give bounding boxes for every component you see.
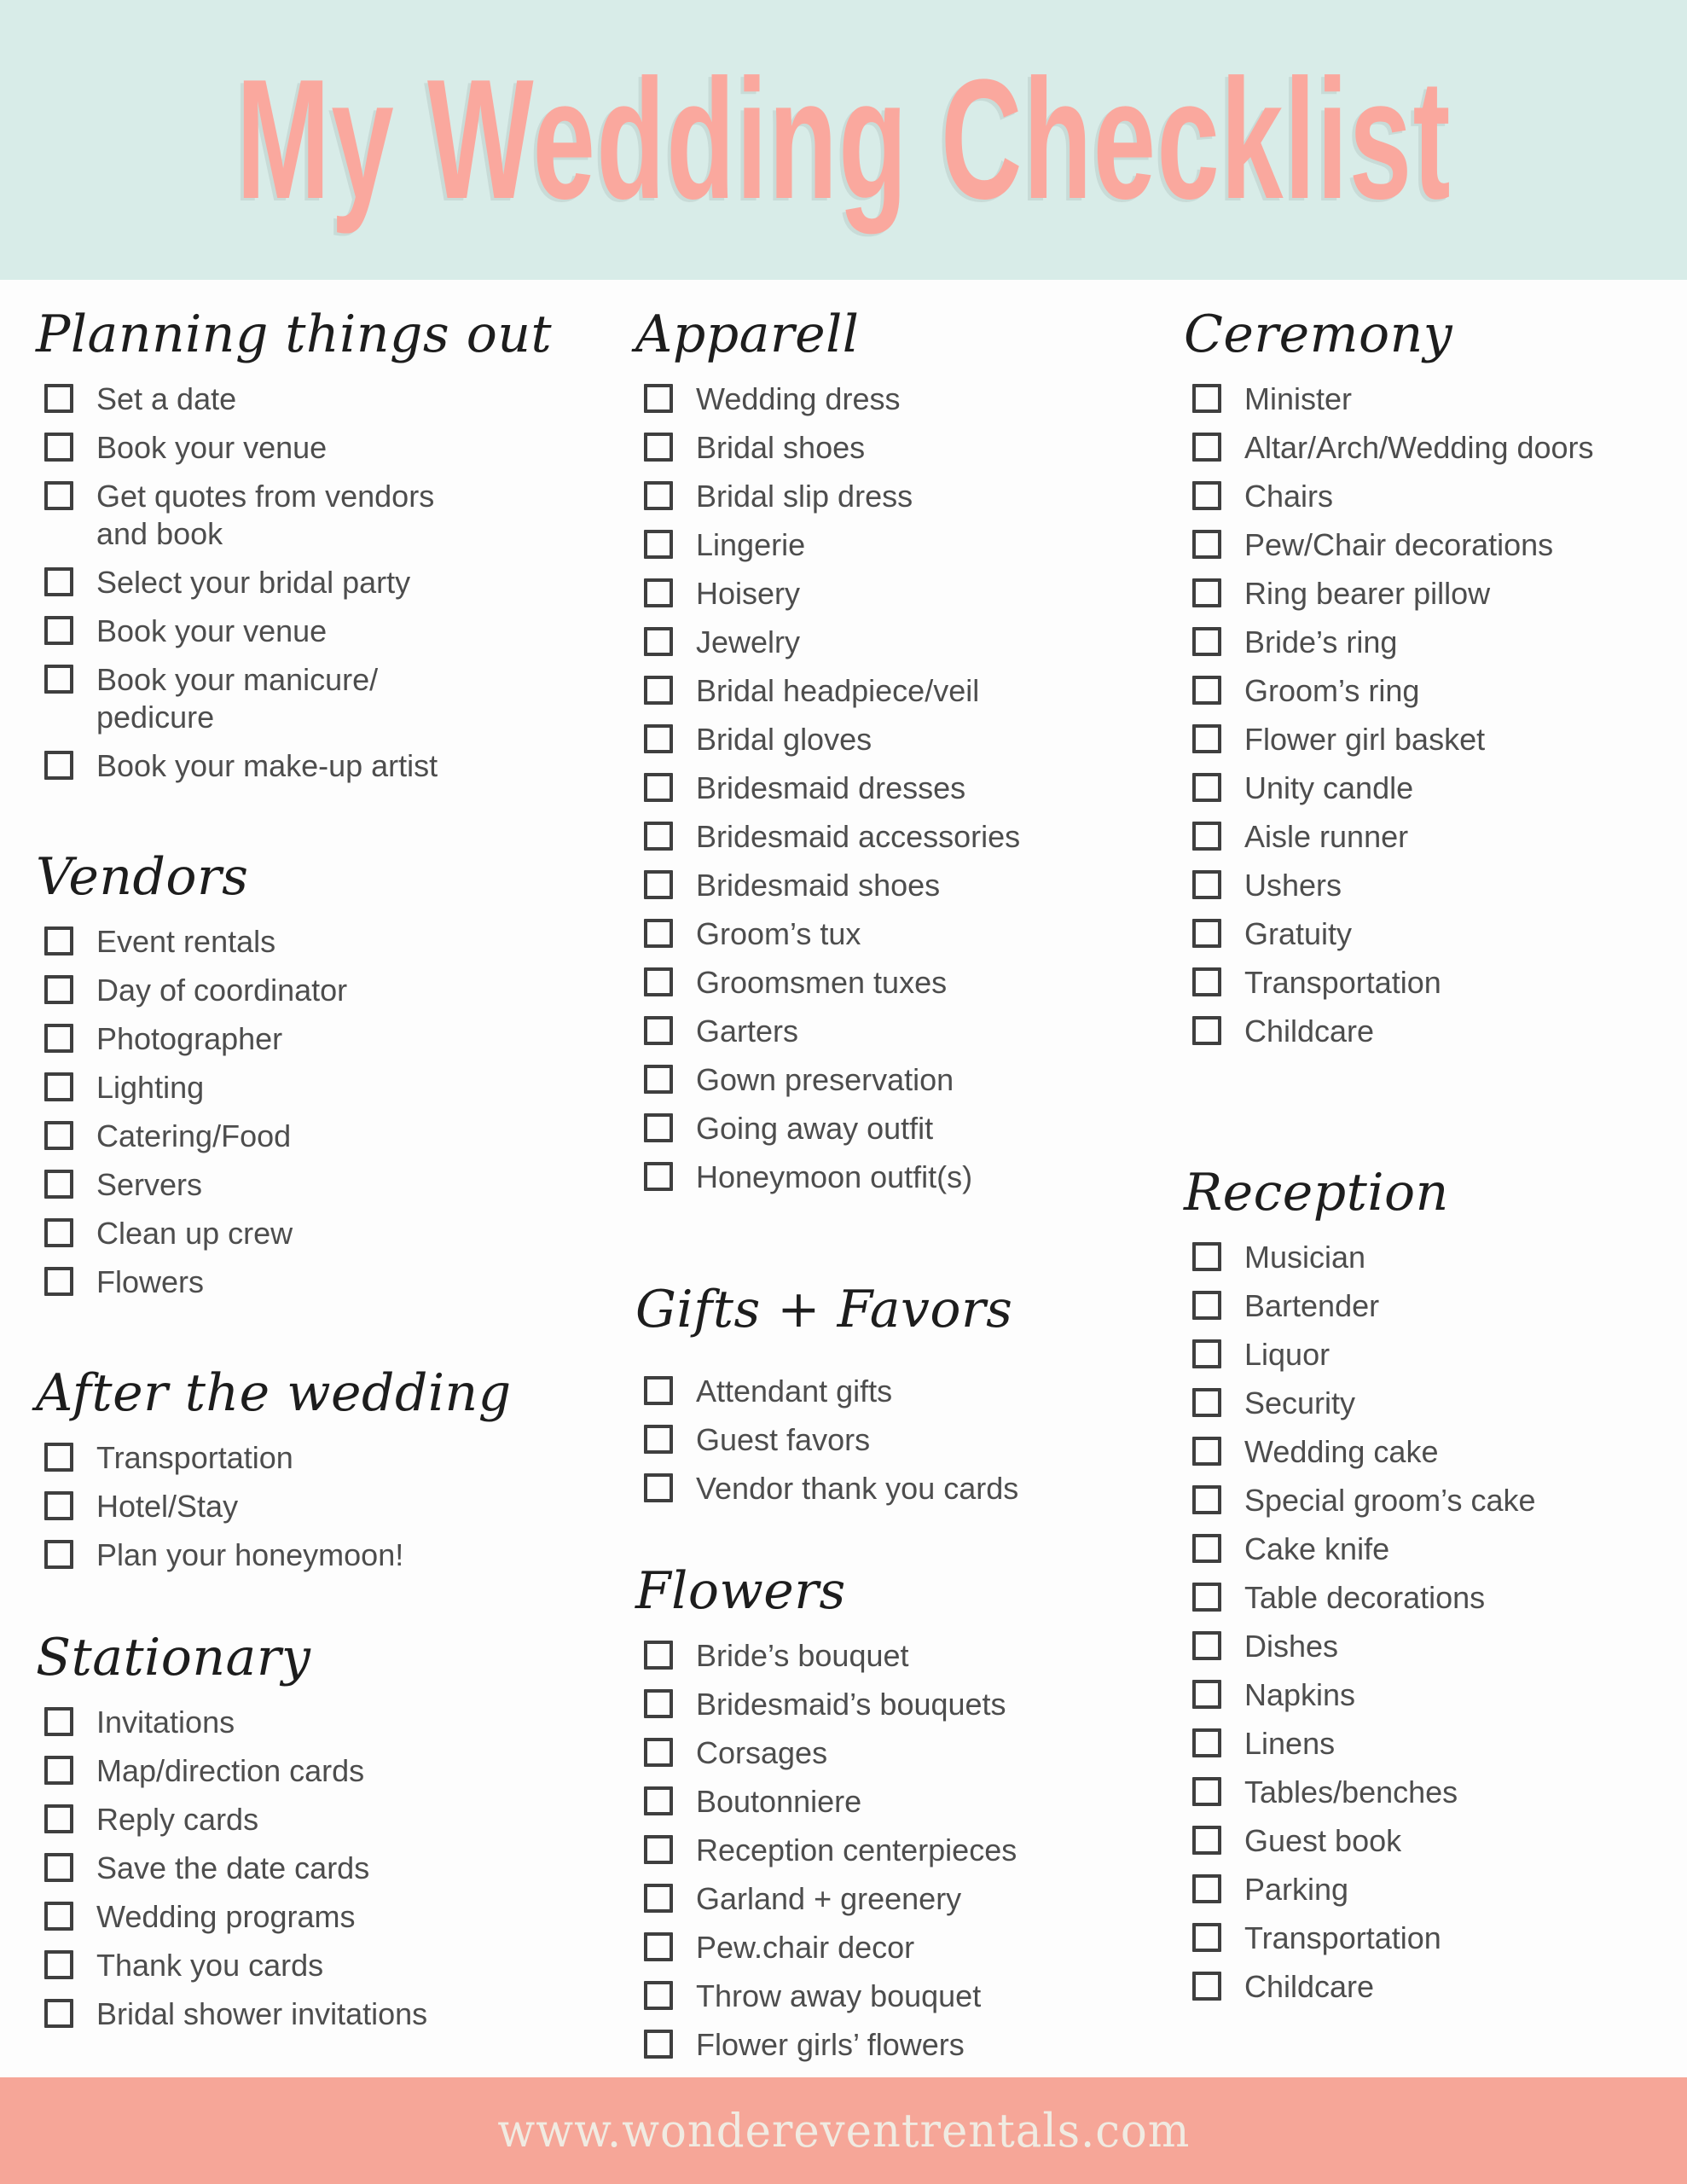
checklist	[1184, 380, 1678, 1050]
column-1	[36, 280, 603, 2044]
checkbox[interactable]	[644, 1113, 673, 1142]
checklist-item	[644, 1470, 1160, 1507]
checklist-item	[644, 1783, 1160, 1821]
checkbox[interactable]	[644, 1065, 673, 1094]
checkbox[interactable]	[644, 1376, 673, 1405]
checklist-item	[44, 661, 603, 736]
checkbox[interactable]	[1192, 1826, 1221, 1855]
section-title: Planning things out	[36, 305, 553, 364]
checkbox[interactable]	[644, 530, 673, 559]
checklist-item	[44, 1898, 603, 1936]
checkbox[interactable]	[644, 433, 673, 462]
checklist-item	[44, 1850, 603, 1887]
checkbox[interactable]	[644, 822, 673, 851]
item-label: Special groom’s cake	[1244, 1483, 1536, 1518]
section-title: Ceremony	[1184, 305, 1453, 364]
section	[36, 1361, 603, 1574]
checklist-item	[44, 380, 603, 418]
item-label: Flower girls’ flowers	[696, 2027, 965, 2062]
checkbox[interactable]	[1192, 530, 1221, 559]
checklist-item	[1192, 1968, 1678, 2006]
item-label: Hotel/Stay	[96, 1489, 239, 1524]
checklist-item	[644, 672, 1160, 710]
checkbox[interactable]	[1192, 676, 1221, 705]
checkbox[interactable]	[644, 919, 673, 948]
section	[36, 845, 603, 1301]
checklist-item	[644, 478, 1160, 515]
section-title: Vendors	[36, 847, 249, 907]
checklist-item	[44, 972, 603, 1009]
checkbox[interactable]	[644, 384, 673, 413]
checklist-item	[644, 1929, 1160, 1966]
item-label: Tables/benches	[1244, 1774, 1458, 1809]
checklist-item	[44, 613, 603, 650]
item-label: Bartender	[1244, 1288, 1380, 1323]
checklist-item	[44, 1536, 603, 1574]
item-label: Lighting	[96, 1070, 205, 1105]
item-label: Book your manicure/ pedicure	[96, 662, 379, 735]
checklist-body	[0, 280, 1687, 2077]
checklist-item	[644, 575, 1160, 613]
checklist-item	[1192, 1531, 1678, 1568]
checkbox[interactable]	[1192, 967, 1221, 996]
checkbox[interactable]	[644, 1641, 673, 1670]
checkbox[interactable]	[44, 926, 73, 956]
checkbox[interactable]	[44, 1072, 73, 1101]
item-label: Get quotes from vendors and book	[96, 479, 435, 551]
checkbox[interactable]	[44, 1707, 73, 1736]
item-label: Bridesmaid accessories	[696, 819, 1021, 854]
checkbox[interactable]	[44, 1999, 73, 2028]
checkbox[interactable]	[644, 967, 673, 996]
section-title: After the wedding	[36, 1363, 512, 1423]
item-label: Reply cards	[96, 1802, 259, 1837]
item-label: Pew.chair decor	[696, 1930, 915, 1965]
item-label: Bridesmaid’s bouquets	[696, 1687, 1006, 1722]
checkbox[interactable]	[44, 1218, 73, 1247]
checkbox[interactable]	[44, 1121, 73, 1150]
checkbox[interactable]	[1192, 1874, 1221, 1903]
item-label: Groom’s ring	[1244, 673, 1420, 708]
item-label: Thank you cards	[96, 1948, 324, 1983]
item-label: Childcare	[1244, 1014, 1375, 1048]
item-label: Guest favors	[696, 1422, 871, 1457]
checklist-item	[644, 770, 1160, 807]
item-label: Bridesmaid shoes	[696, 868, 941, 903]
section	[1184, 302, 1678, 1050]
item-label: Chairs	[1244, 479, 1334, 514]
checkbox[interactable]	[1192, 1631, 1221, 1660]
checklist	[36, 1439, 603, 1574]
checkbox[interactable]	[644, 1932, 673, 1961]
item-label: Gratuity	[1244, 916, 1353, 951]
checkbox[interactable]	[644, 1473, 673, 1502]
checkbox[interactable]	[644, 1689, 673, 1718]
item-label: Corsages	[696, 1735, 828, 1770]
checklist-item	[644, 1159, 1160, 1196]
checkbox[interactable]	[644, 870, 673, 899]
item-label: Unity candle	[1244, 770, 1414, 805]
checklist-item	[1192, 429, 1678, 467]
item-label: Table decorations	[1244, 1580, 1486, 1615]
item-label: Bride’s bouquet	[696, 1638, 909, 1673]
checklist-item	[1192, 1385, 1678, 1422]
checkbox[interactable]	[44, 1540, 73, 1569]
checklist-item	[644, 1734, 1160, 1772]
item-label: Bridal shower invitations	[96, 1996, 428, 2031]
checkbox[interactable]	[644, 1884, 673, 1913]
item-label: Attendant gifts	[696, 1374, 893, 1409]
section	[1184, 1160, 1678, 2006]
checkbox[interactable]	[1192, 1437, 1221, 1466]
checkbox[interactable]	[44, 616, 73, 645]
checkbox[interactable]	[644, 2030, 673, 2059]
checkbox[interactable]	[44, 1170, 73, 1199]
checklist-item	[644, 1013, 1160, 1050]
item-label: Catering/Food	[96, 1118, 292, 1153]
checkbox[interactable]	[44, 665, 73, 694]
section-title: Stationary	[36, 1628, 311, 1687]
checklist-item	[1192, 1482, 1678, 1519]
item-label: Flowers	[96, 1264, 205, 1299]
checklist-item	[44, 923, 603, 961]
checkbox[interactable]	[1192, 870, 1221, 899]
checklist-item	[1192, 818, 1678, 856]
checkbox[interactable]	[44, 1756, 73, 1785]
checklist-item	[1192, 1871, 1678, 1908]
checkbox[interactable]	[44, 751, 73, 780]
checklist-item	[44, 564, 603, 601]
section	[635, 1277, 1160, 1507]
checkbox[interactable]	[44, 567, 73, 596]
checkbox[interactable]	[1192, 627, 1221, 656]
checklist-item	[644, 1637, 1160, 1675]
item-label: Transportation	[1244, 1920, 1441, 1955]
checklist-item	[1192, 1336, 1678, 1374]
checkbox[interactable]	[1192, 1583, 1221, 1612]
checkbox[interactable]	[44, 1853, 73, 1882]
item-label: Ushers	[1244, 868, 1342, 903]
checkbox[interactable]	[644, 724, 673, 753]
checkbox[interactable]	[1192, 481, 1221, 510]
checkbox[interactable]	[44, 1267, 73, 1296]
checklist-item	[44, 1020, 603, 1058]
item-label: Save the date cards	[96, 1850, 370, 1885]
item-label: Bridal gloves	[696, 722, 872, 757]
item-label: Servers	[96, 1167, 203, 1202]
item-label: Groom’s tux	[696, 916, 861, 951]
item-label: Boutonniere	[696, 1784, 862, 1819]
item-label: Bridal shoes	[696, 430, 866, 465]
item-label: Honeymoon outfit(s)	[696, 1159, 973, 1194]
checklist-item	[44, 1215, 603, 1252]
checkbox[interactable]	[44, 1950, 73, 1979]
checklist-item	[44, 1488, 603, 1525]
checklist	[635, 1637, 1160, 2064]
item-label: Bride’s ring	[1244, 624, 1398, 659]
item-label: Childcare	[1244, 1969, 1375, 2004]
section-title: Gifts + Favors	[635, 1280, 1013, 1339]
checklist-item	[1192, 964, 1678, 1002]
checklist-item	[1192, 915, 1678, 953]
checkbox[interactable]	[644, 627, 673, 656]
item-label: Transportation	[1244, 965, 1441, 1000]
item-label: Garland + greenery	[696, 1881, 962, 1916]
checklist-item	[644, 721, 1160, 758]
item-label: Aisle runner	[1244, 819, 1409, 854]
checkbox[interactable]	[644, 676, 673, 705]
checkbox[interactable]	[644, 1835, 673, 1864]
item-label: Invitations	[96, 1705, 235, 1740]
checklist-item	[44, 478, 603, 553]
item-label: Ring bearer pillow	[1244, 576, 1491, 611]
checkbox[interactable]	[44, 1024, 73, 1053]
checklist-item	[644, 1373, 1160, 1410]
item-label: Bridal slip dress	[696, 479, 913, 514]
checklist-item	[1192, 1920, 1678, 1957]
checkbox[interactable]	[1192, 1728, 1221, 1757]
checklist-item	[44, 747, 603, 785]
item-label: Event rentals	[96, 924, 276, 959]
checkbox[interactable]	[1192, 1534, 1221, 1563]
item-label: Dishes	[1244, 1629, 1339, 1664]
checklist-item	[644, 964, 1160, 1002]
checkbox[interactable]	[1192, 1680, 1221, 1709]
checkbox[interactable]	[44, 481, 73, 510]
page-header	[0, 0, 1687, 280]
checklist	[36, 1704, 603, 2033]
item-label: Wedding dress	[696, 381, 901, 416]
checkbox[interactable]	[44, 1491, 73, 1520]
item-label: Cake knife	[1244, 1531, 1390, 1566]
checkbox[interactable]	[1192, 384, 1221, 413]
item-label: Map/direction cards	[96, 1753, 365, 1788]
checklist-item	[44, 1752, 603, 1790]
item-label: Musician	[1244, 1240, 1366, 1275]
item-label: Day of coordinator	[96, 973, 348, 1008]
checklist-item	[44, 429, 603, 467]
item-label: Flower girl basket	[1244, 722, 1486, 757]
item-label: Plan your honeymoon!	[96, 1537, 404, 1572]
item-label: Book your venue	[96, 430, 328, 465]
checklist-item	[644, 915, 1160, 953]
page-title: My Wedding Checklist	[235, 44, 1452, 235]
checklist-item	[1192, 380, 1678, 418]
checkbox[interactable]	[1192, 1339, 1221, 1368]
checklist-item	[1192, 1676, 1678, 1714]
item-label: Parking	[1244, 1872, 1349, 1907]
checkbox[interactable]	[1192, 822, 1221, 851]
column-3	[1184, 280, 1678, 2017]
checkbox[interactable]	[1192, 1923, 1221, 1952]
item-label: Photographer	[96, 1021, 283, 1056]
checklist-item	[1192, 1013, 1678, 1050]
item-label: Book your venue	[96, 613, 328, 648]
checklist-item	[644, 1978, 1160, 2015]
checklist-item	[1192, 1239, 1678, 1276]
item-label: Pew/Chair decorations	[1244, 527, 1554, 562]
checkbox[interactable]	[1192, 1242, 1221, 1271]
item-label: Bridesmaid dresses	[696, 770, 966, 805]
item-label: Napkins	[1244, 1677, 1356, 1712]
checkbox[interactable]	[1192, 1016, 1221, 1045]
checklist-item	[644, 1110, 1160, 1147]
item-label: Wedding programs	[96, 1899, 356, 1934]
checkbox[interactable]	[644, 773, 673, 802]
checklist-item	[644, 380, 1160, 418]
checklist	[36, 380, 603, 785]
section-title: Apparell	[635, 305, 860, 364]
checkbox[interactable]	[1192, 578, 1221, 607]
item-label: Hoisery	[696, 576, 801, 611]
checklist-item	[1192, 624, 1678, 661]
checklist	[1184, 1239, 1678, 2006]
checklist-item	[644, 867, 1160, 904]
checklist-item	[644, 429, 1160, 467]
checklist-item	[44, 1166, 603, 1204]
checklist-item	[1192, 1433, 1678, 1471]
checklist-item	[644, 1061, 1160, 1099]
checklist-item	[1192, 867, 1678, 904]
item-label: Clean up crew	[96, 1216, 293, 1251]
checklist-item	[1192, 721, 1678, 758]
item-label: Liquor	[1244, 1337, 1330, 1372]
item-label: Wedding cake	[1244, 1434, 1439, 1469]
checkbox[interactable]	[644, 1738, 673, 1767]
checklist-item	[1192, 1287, 1678, 1325]
checkbox[interactable]	[44, 433, 73, 462]
item-label: Gown preservation	[696, 1062, 954, 1097]
checklist	[635, 1373, 1160, 1507]
item-label: Lingerie	[696, 527, 806, 562]
checklist-item	[44, 1069, 603, 1107]
section	[635, 302, 1160, 1196]
checklist-item	[44, 1947, 603, 1984]
item-label: Linens	[1244, 1726, 1336, 1761]
checkbox[interactable]	[644, 1016, 673, 1045]
checkbox[interactable]	[1192, 724, 1221, 753]
item-label: Garters	[696, 1014, 799, 1048]
item-label: Vendor thank you cards	[696, 1471, 1019, 1506]
checklist-item	[644, 1880, 1160, 1918]
item-label: Security	[1244, 1385, 1356, 1420]
checkbox[interactable]	[44, 1804, 73, 1833]
checkbox[interactable]	[1192, 1388, 1221, 1417]
checkbox[interactable]	[644, 578, 673, 607]
item-label: Transportation	[96, 1440, 293, 1475]
checklist-item	[1192, 1725, 1678, 1763]
checklist-item	[1192, 575, 1678, 613]
item-label: Set a date	[96, 381, 237, 416]
item-label: Altar/Arch/Wedding doors	[1244, 430, 1594, 465]
checkbox[interactable]	[1192, 1972, 1221, 2001]
checklist-item	[644, 1832, 1160, 1869]
checklist-item	[1192, 1774, 1678, 1811]
checkbox[interactable]	[44, 1443, 73, 1472]
checklist-item	[1192, 1579, 1678, 1617]
page-footer	[0, 2077, 1687, 2184]
checklist-item	[1192, 1628, 1678, 1665]
checklist-item	[44, 1439, 603, 1477]
checklist-item	[1192, 478, 1678, 515]
checkbox[interactable]	[644, 481, 673, 510]
item-label: Book your make-up artist	[96, 748, 438, 783]
checkbox[interactable]	[644, 1786, 673, 1815]
checklist-item	[1192, 770, 1678, 807]
item-label: Reception centerpieces	[696, 1833, 1017, 1867]
checklist-item	[44, 1801, 603, 1838]
checkbox[interactable]	[1192, 1777, 1221, 1806]
item-label: Going away outfit	[696, 1111, 934, 1146]
checklist-item	[644, 1686, 1160, 1723]
checklist-item	[1192, 1822, 1678, 1860]
checkbox[interactable]	[44, 1902, 73, 1931]
checkbox[interactable]	[1192, 1291, 1221, 1320]
checklist-item	[44, 1995, 603, 2033]
checklist-item	[644, 1421, 1160, 1459]
checklist-item	[644, 624, 1160, 661]
column-2	[635, 280, 1160, 2075]
checklist-item	[1192, 672, 1678, 710]
section	[635, 1559, 1160, 2064]
section-title: Reception	[1184, 1163, 1449, 1223]
checkbox[interactable]	[1192, 773, 1221, 802]
item-label: Select your bridal party	[96, 565, 411, 600]
checklist-item	[44, 1263, 603, 1301]
item-label: Guest book	[1244, 1823, 1402, 1858]
checkbox[interactable]	[44, 384, 73, 413]
checkbox[interactable]	[44, 975, 73, 1004]
item-label: Throw away bouquet	[696, 1978, 982, 2013]
checklist-item	[644, 526, 1160, 564]
checklist-item	[644, 2026, 1160, 2064]
checkbox[interactable]	[1192, 919, 1221, 948]
checkbox[interactable]	[644, 1981, 673, 2010]
section	[36, 302, 603, 785]
item-label: Jewelry	[696, 624, 801, 659]
item-label: Bridal headpiece/veil	[696, 673, 980, 708]
checkbox[interactable]	[1192, 433, 1221, 462]
checklist	[635, 380, 1160, 1196]
footer-url: www.wondereventrentals.com	[496, 2104, 1190, 2158]
checkbox[interactable]	[644, 1425, 673, 1454]
item-label: Minister	[1244, 381, 1353, 416]
checklist-item	[44, 1118, 603, 1155]
checklist	[36, 923, 603, 1301]
section-title: Flowers	[635, 1561, 846, 1621]
section	[36, 1625, 603, 2033]
checkbox[interactable]	[1192, 1485, 1221, 1514]
checklist-item	[1192, 526, 1678, 564]
checklist-item	[644, 818, 1160, 856]
item-label: Groomsmen tuxes	[696, 965, 948, 1000]
checkbox[interactable]	[644, 1162, 673, 1191]
checklist-item	[44, 1704, 603, 1741]
